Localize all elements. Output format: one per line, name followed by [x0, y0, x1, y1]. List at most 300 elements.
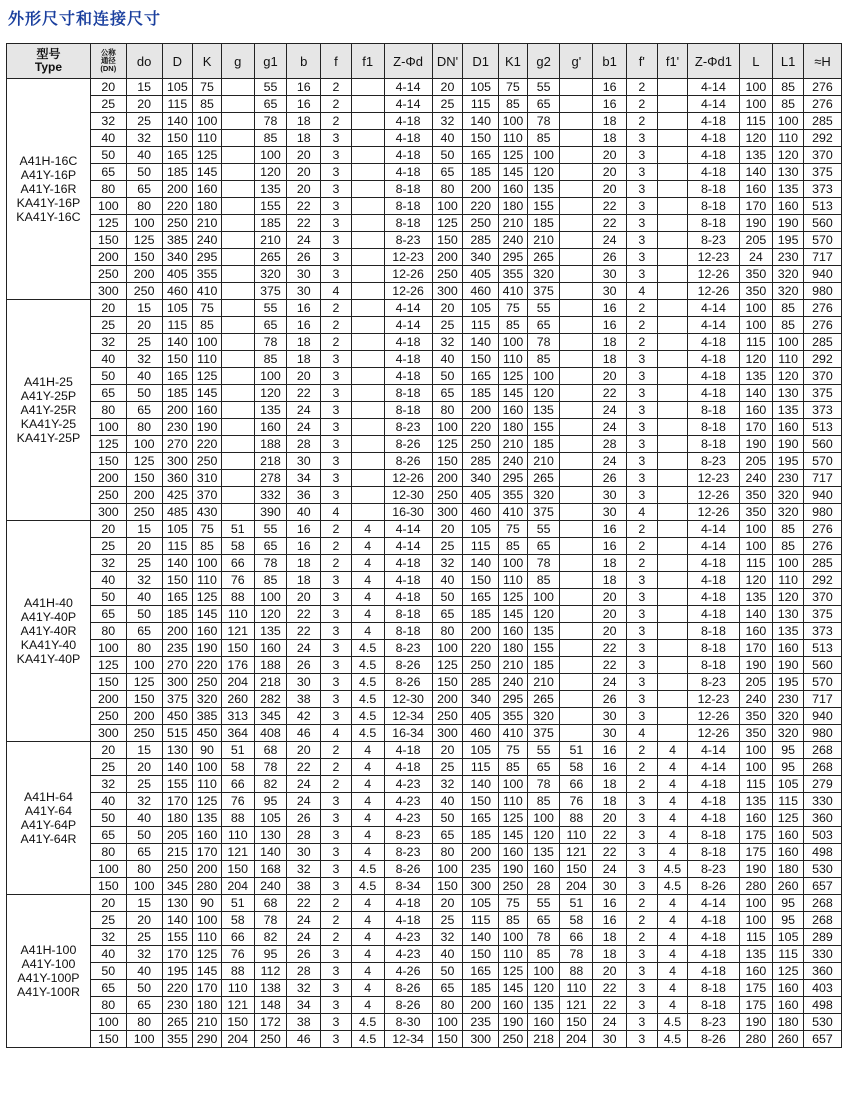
table-cell: 125: [193, 946, 222, 963]
table-cell: 120: [773, 147, 804, 164]
table-cell: 300: [463, 878, 499, 895]
table-cell: 76: [560, 793, 593, 810]
table-cell: 160: [739, 181, 773, 198]
table-row: [7, 708, 842, 725]
table-cell: 150: [90, 878, 126, 895]
table-cell: [560, 215, 593, 232]
table-cell: 100: [499, 929, 528, 946]
table-cell: 218: [254, 674, 287, 691]
table-cell: 22: [593, 827, 627, 844]
table-cell: 120: [254, 385, 287, 402]
table-cell: 16-30: [384, 504, 432, 521]
table-cell: 22: [593, 997, 627, 1014]
table-cell: 66: [560, 776, 593, 793]
table-cell: 32: [90, 555, 126, 572]
table-cell: [221, 96, 254, 113]
table-cell: 289: [803, 929, 841, 946]
table-cell: 130: [162, 895, 193, 912]
table-cell: 121: [221, 997, 254, 1014]
table-cell: 148: [254, 997, 287, 1014]
table-cell: 78: [527, 555, 560, 572]
table-cell: 50: [126, 827, 162, 844]
table-cell: 40: [126, 147, 162, 164]
table-cell: 140: [162, 334, 193, 351]
table-cell: 125: [90, 436, 126, 453]
table-cell: 4: [351, 776, 384, 793]
table-cell: 265: [527, 249, 560, 266]
table-cell: 4: [351, 572, 384, 589]
table-cell: 80: [432, 623, 463, 640]
table-cell: 4: [351, 810, 384, 827]
model-type-name: A41Y-100R: [16, 985, 80, 999]
table-cell: 375: [527, 725, 560, 742]
table-cell: 155: [162, 776, 193, 793]
table-cell: 50: [90, 963, 126, 980]
table-cell: 4: [657, 810, 688, 827]
table-cell: 78: [254, 555, 287, 572]
table-cell: 320: [773, 725, 804, 742]
table-cell: 165: [463, 963, 499, 980]
table-cell: 330: [803, 793, 841, 810]
table-cell: [221, 181, 254, 198]
table-cell: 20: [287, 742, 321, 759]
table-cell: 32: [287, 861, 321, 878]
table-cell: 210: [499, 436, 528, 453]
table-cell: 8-18: [688, 215, 739, 232]
table-cell: 200: [90, 691, 126, 708]
table-cell: 230: [162, 419, 193, 436]
table-cell: 355: [499, 487, 528, 504]
table-cell: 150: [432, 674, 463, 691]
table-cell: 145: [193, 164, 222, 181]
table-cell: 145: [499, 606, 528, 623]
table-cell: 276: [803, 79, 841, 96]
table-header: [7, 44, 842, 79]
table-cell: 105: [162, 521, 193, 538]
table-cell: 20: [593, 810, 627, 827]
table-cell: 55: [527, 742, 560, 759]
table-cell: 4.5: [351, 725, 384, 742]
table-cell: 200: [463, 402, 499, 419]
table-cell: [560, 249, 593, 266]
table-cell: 32: [90, 334, 126, 351]
table-cell: 100: [499, 113, 528, 130]
table-cell: 2: [321, 538, 352, 555]
table-cell: 22: [593, 215, 627, 232]
table-cell: [560, 147, 593, 164]
table-cell: [560, 521, 593, 538]
table-cell: 100: [254, 147, 287, 164]
table-cell: 80: [90, 181, 126, 198]
table-cell: 4-18: [688, 385, 739, 402]
table-cell: [560, 232, 593, 249]
table-cell: 410: [499, 504, 528, 521]
table-cell: 4-23: [384, 929, 432, 946]
table-cell: 24: [593, 861, 627, 878]
table-cell: 85: [254, 572, 287, 589]
header-column: L: [739, 44, 773, 79]
table-cell: 115: [739, 929, 773, 946]
table-cell: 240: [499, 674, 528, 691]
header-column: g2: [527, 44, 560, 79]
table-cell: 276: [803, 300, 841, 317]
table-cell: 4-18: [688, 810, 739, 827]
table-cell: 125: [773, 963, 804, 980]
table-cell: 16-34: [384, 725, 432, 742]
table-cell: 3: [321, 963, 352, 980]
table-cell: 120: [739, 130, 773, 147]
table-cell: 36: [287, 487, 321, 504]
table-cell: 3: [626, 470, 657, 487]
table-cell: 4: [657, 827, 688, 844]
header-column: f: [321, 44, 352, 79]
table-cell: 3: [321, 368, 352, 385]
table-cell: [351, 470, 384, 487]
header-column: g': [560, 44, 593, 79]
table-cell: 12-26: [688, 504, 739, 521]
table-cell: 110: [773, 351, 804, 368]
table-cell: 150: [162, 130, 193, 147]
table-cell: 4-18: [688, 334, 739, 351]
header-type-cn: 型号: [36, 47, 61, 61]
table-cell: 20: [287, 164, 321, 181]
table-cell: 657: [803, 1031, 841, 1048]
table-cell: 295: [499, 470, 528, 487]
table-cell: 8-18: [688, 419, 739, 436]
table-cell: 4: [657, 895, 688, 912]
table-cell: 345: [162, 878, 193, 895]
table-cell: 24: [287, 402, 321, 419]
table-cell: 150: [221, 640, 254, 657]
table-cell: 185: [463, 980, 499, 997]
table-cell: 292: [803, 351, 841, 368]
table-row: [7, 113, 842, 130]
table-cell: 125: [193, 147, 222, 164]
table-cell: 50: [90, 810, 126, 827]
table-cell: 285: [803, 555, 841, 572]
table-cell: 150: [126, 249, 162, 266]
table-cell: 205: [162, 827, 193, 844]
table-cell: 65: [527, 759, 560, 776]
table-cell: 125: [126, 232, 162, 249]
table-cell: 4: [657, 793, 688, 810]
table-cell: 75: [193, 300, 222, 317]
table-cell: [560, 538, 593, 555]
table-cell: 100: [527, 368, 560, 385]
table-cell: 100: [126, 657, 162, 674]
table-cell: 3: [321, 674, 352, 691]
table-cell: 115: [773, 946, 804, 963]
table-cell: 24: [287, 640, 321, 657]
table-cell: 268: [803, 912, 841, 929]
table-cell: 4: [657, 980, 688, 997]
table-cell: 268: [803, 895, 841, 912]
table-cell: [560, 368, 593, 385]
table-cell: 25: [126, 776, 162, 793]
table-cell: 4: [657, 844, 688, 861]
table-cell: 370: [803, 589, 841, 606]
table-cell: 100: [90, 198, 126, 215]
table-cell: 125: [432, 436, 463, 453]
table-cell: 360: [162, 470, 193, 487]
table-cell: 185: [254, 215, 287, 232]
table-cell: 85: [499, 96, 528, 113]
table-cell: 120: [739, 572, 773, 589]
table-cell: 105: [463, 300, 499, 317]
table-cell: 28: [527, 878, 560, 895]
table-cell: 20: [90, 895, 126, 912]
table-cell: 4-14: [688, 895, 739, 912]
table-cell: 4.5: [657, 1014, 688, 1031]
table-row: [7, 283, 842, 300]
table-cell: 100: [739, 742, 773, 759]
table-cell: 50: [432, 368, 463, 385]
header-dn-line: 公称: [100, 48, 116, 57]
table-cell: 200: [432, 249, 463, 266]
table-cell: 265: [254, 249, 287, 266]
table-cell: 80: [126, 861, 162, 878]
table-cell: 12-30: [384, 691, 432, 708]
table-cell: 4-23: [384, 776, 432, 793]
table-cell: [657, 657, 688, 674]
table-cell: 300: [432, 283, 463, 300]
table-cell: 4.5: [657, 1031, 688, 1048]
table-cell: 160: [193, 623, 222, 640]
table-cell: 20: [593, 164, 627, 181]
table-cell: 350: [739, 504, 773, 521]
table-cell: 160: [773, 198, 804, 215]
header-column: K: [193, 44, 222, 79]
table-cell: [657, 198, 688, 215]
table-cell: 4-18: [384, 555, 432, 572]
table-cell: [560, 181, 593, 198]
table-cell: 125: [90, 215, 126, 232]
table-cell: 16: [593, 538, 627, 555]
model-type-name: A41H-16C: [19, 154, 78, 168]
table-cell: 210: [499, 657, 528, 674]
table-cell: 120: [254, 164, 287, 181]
table-cell: 4-18: [688, 606, 739, 623]
table-cell: 25: [126, 334, 162, 351]
table-cell: 24: [287, 793, 321, 810]
table-cell: 2: [626, 521, 657, 538]
table-cell: 85: [254, 130, 287, 147]
table-cell: 4: [351, 912, 384, 929]
table-cell: 22: [287, 215, 321, 232]
table-cell: 16: [287, 538, 321, 555]
table-cell: 40: [432, 572, 463, 589]
table-cell: 375: [527, 504, 560, 521]
table-cell: 24: [287, 776, 321, 793]
table-cell: 100: [432, 198, 463, 215]
table-cell: 32: [90, 929, 126, 946]
table-cell: 125: [499, 589, 528, 606]
table-cell: 8-18: [688, 657, 739, 674]
dimension-table-container: [6, 43, 842, 1048]
table-cell: 100: [739, 521, 773, 538]
table-cell: 160: [773, 419, 804, 436]
table-cell: 185: [162, 385, 193, 402]
table-cell: [657, 419, 688, 436]
table-cell: 78: [527, 334, 560, 351]
table-cell: 3: [321, 878, 352, 895]
table-cell: 85: [193, 96, 222, 113]
table-cell: 78: [527, 929, 560, 946]
table-cell: 980: [803, 283, 841, 300]
table-cell: 385: [162, 232, 193, 249]
table-cell: 160: [193, 402, 222, 419]
table-cell: 40: [126, 368, 162, 385]
table-cell: 530: [803, 1014, 841, 1031]
table-cell: 240: [254, 878, 287, 895]
table-cell: 75: [193, 79, 222, 96]
table-cell: 4-14: [688, 317, 739, 334]
table-cell: 4-23: [384, 810, 432, 827]
table-cell: 210: [193, 1014, 222, 1031]
table-cell: 250: [193, 674, 222, 691]
table-cell: 4-18: [384, 759, 432, 776]
table-cell: 188: [254, 657, 287, 674]
table-row: [7, 266, 842, 283]
table-cell: 195: [773, 453, 804, 470]
table-cell: 3: [321, 1014, 352, 1031]
table-cell: 12-26: [384, 470, 432, 487]
table-cell: 95: [254, 946, 287, 963]
table-cell: 350: [739, 283, 773, 300]
table-cell: 120: [739, 351, 773, 368]
table-cell: 513: [803, 198, 841, 215]
table-cell: 78: [527, 113, 560, 130]
table-cell: 2: [626, 912, 657, 929]
table-cell: 85: [499, 759, 528, 776]
table-cell: 190: [739, 436, 773, 453]
table-cell: [221, 470, 254, 487]
table-cell: 2: [626, 742, 657, 759]
table-row: [7, 657, 842, 674]
table-cell: 78: [254, 113, 287, 130]
table-cell: [657, 113, 688, 130]
table-cell: 135: [739, 793, 773, 810]
header-column: f1': [657, 44, 688, 79]
table-cell: 210: [527, 674, 560, 691]
table-cell: [560, 606, 593, 623]
table-row: [7, 861, 842, 878]
table-cell: 4-18: [688, 912, 739, 929]
table-cell: 2: [626, 895, 657, 912]
table-cell: 292: [803, 572, 841, 589]
table-cell: 80: [90, 844, 126, 861]
table-cell: 4-18: [688, 147, 739, 164]
table-cell: [221, 266, 254, 283]
table-cell: 180: [773, 1014, 804, 1031]
table-cell: [351, 113, 384, 130]
table-cell: 160: [193, 181, 222, 198]
table-cell: 85: [773, 317, 804, 334]
table-cell: 46: [287, 1031, 321, 1048]
table-row: [7, 742, 842, 759]
table-cell: 100: [499, 334, 528, 351]
table-cell: 190: [739, 657, 773, 674]
table-cell: 58: [560, 759, 593, 776]
table-cell: 100: [527, 589, 560, 606]
table-cell: 717: [803, 691, 841, 708]
table-cell: 85: [527, 351, 560, 368]
table-cell: 145: [499, 827, 528, 844]
table-cell: 20: [287, 589, 321, 606]
table-cell: [351, 487, 384, 504]
table-cell: 4: [351, 929, 384, 946]
table-cell: 66: [221, 929, 254, 946]
table-cell: 100: [739, 538, 773, 555]
table-cell: 300: [432, 725, 463, 742]
table-cell: 4: [351, 980, 384, 997]
table-cell: 300: [463, 1031, 499, 1048]
table-row: [7, 640, 842, 657]
table-cell: 4-18: [384, 147, 432, 164]
table-cell: 160: [773, 844, 804, 861]
table-cell: 65: [254, 538, 287, 555]
table-cell: 403: [803, 980, 841, 997]
table-cell: 105: [162, 79, 193, 96]
table-cell: 16: [593, 96, 627, 113]
table-cell: 110: [560, 980, 593, 997]
table-cell: 250: [463, 436, 499, 453]
table-cell: 30: [593, 487, 627, 504]
table-cell: 55: [254, 300, 287, 317]
table-cell: 105: [162, 300, 193, 317]
table-cell: 4: [626, 504, 657, 521]
table-cell: 8-26: [384, 997, 432, 1014]
table-cell: 150: [463, 130, 499, 147]
table-cell: 85: [527, 793, 560, 810]
table-cell: 4-23: [384, 946, 432, 963]
table-cell: [657, 674, 688, 691]
table-cell: 95: [773, 742, 804, 759]
table-cell: 135: [739, 147, 773, 164]
table-cell: 75: [499, 895, 528, 912]
table-cell: [657, 130, 688, 147]
table-cell: 3: [626, 963, 657, 980]
table-cell: [221, 147, 254, 164]
table-cell: 4-26: [384, 963, 432, 980]
table-cell: 4-18: [688, 929, 739, 946]
table-cell: 375: [527, 283, 560, 300]
table-cell: 160: [739, 402, 773, 419]
table-cell: 25: [126, 113, 162, 130]
table-row: [7, 946, 842, 963]
table-cell: 3: [626, 946, 657, 963]
table-cell: [657, 691, 688, 708]
model-type-name: A41Y-16P: [20, 168, 77, 182]
table-cell: 80: [432, 181, 463, 198]
table-cell: 370: [803, 147, 841, 164]
table-cell: 65: [90, 385, 126, 402]
table-cell: 135: [773, 181, 804, 198]
table-cell: 204: [221, 878, 254, 895]
table-cell: 4-18: [384, 572, 432, 589]
table-cell: 34: [287, 997, 321, 1014]
table-cell: 2: [626, 776, 657, 793]
table-cell: 85: [499, 912, 528, 929]
table-cell: 165: [463, 368, 499, 385]
table-cell: 218: [254, 453, 287, 470]
table-cell: 160: [499, 181, 528, 198]
table-cell: 2: [626, 96, 657, 113]
header-column: K1: [499, 44, 528, 79]
table-cell: 135: [254, 623, 287, 640]
table-cell: 135: [527, 623, 560, 640]
table-cell: 160: [527, 1014, 560, 1031]
